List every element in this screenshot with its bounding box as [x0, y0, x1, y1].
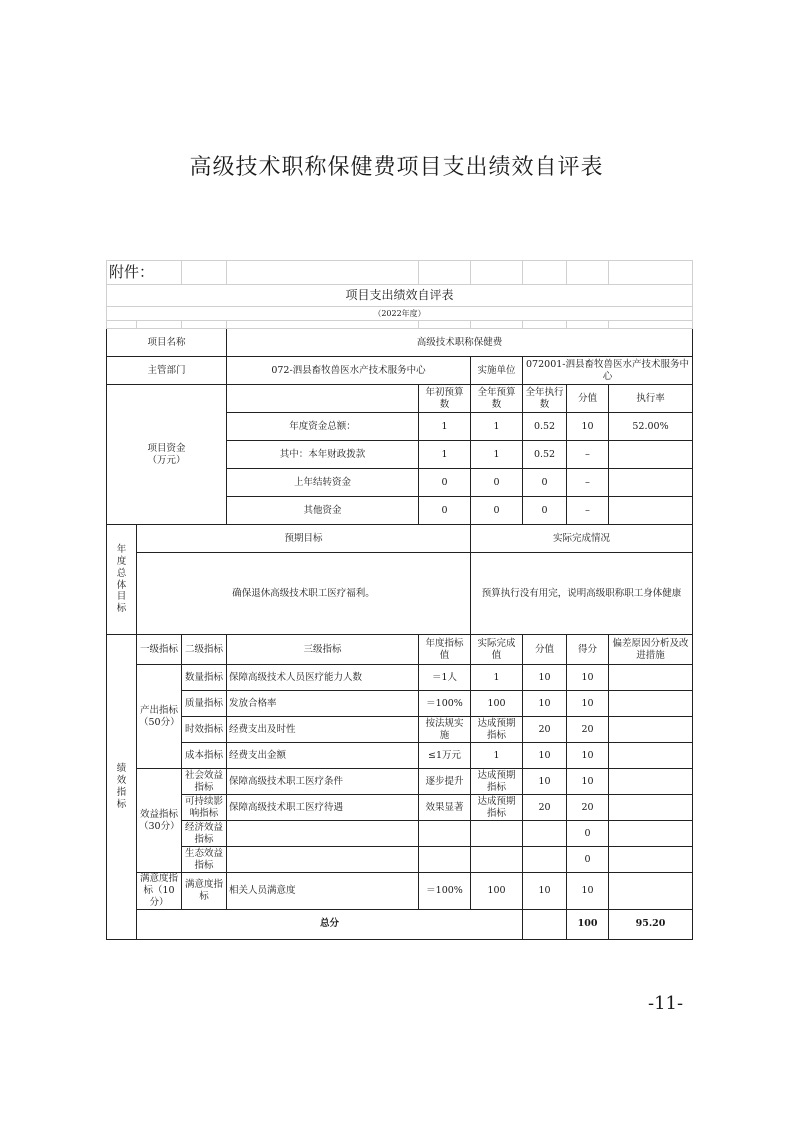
- actual-cell: [471, 847, 523, 873]
- score-cell: 20: [523, 717, 567, 743]
- level2-cell: 成本指标: [182, 743, 227, 769]
- got-cell: 20: [567, 717, 609, 743]
- goals-side-label: 年 度 总 体 目 标: [107, 525, 137, 635]
- got-cell: 20: [567, 795, 609, 821]
- funds-cell: –: [567, 497, 609, 525]
- perf-header: 偏差原因分析及改进措施: [609, 635, 693, 665]
- level3-cell: 保障高级技术职工医疗条件: [227, 769, 419, 795]
- got-cell: 10: [567, 691, 609, 717]
- performance-table: [106, 260, 693, 940]
- page-number: -11-: [648, 993, 684, 1014]
- impl-unit-label: 实施单位: [471, 357, 523, 385]
- got-cell: 10: [567, 769, 609, 795]
- got-cell: 10: [567, 665, 609, 691]
- score-cell: 10: [523, 743, 567, 769]
- funds-cell: 0: [471, 469, 523, 497]
- level3-cell: [227, 821, 419, 847]
- total-label: 总分: [137, 909, 523, 939]
- score-cell: [523, 821, 567, 847]
- funds-cell: 1: [419, 441, 471, 469]
- funds-header: 全年执行数: [523, 385, 567, 413]
- expected-goal-header: 预期目标: [137, 525, 471, 553]
- funds-cell: 0.52: [523, 413, 567, 441]
- score-cell: 10: [523, 691, 567, 717]
- target-cell: ＝1人: [419, 665, 471, 691]
- level2-cell: 社会效益指标: [182, 769, 227, 795]
- score-cell: 20: [523, 795, 567, 821]
- funds-cell: 1: [419, 413, 471, 441]
- target-cell: 效果显著: [419, 795, 471, 821]
- funds-row-label: 上年结转资金: [227, 469, 419, 497]
- score-cell: 10: [523, 769, 567, 795]
- funds-row-label: 年度资金总额：: [227, 413, 419, 441]
- perf-side-label: 绩 效 指 标: [107, 635, 137, 940]
- reason-cell: [609, 847, 693, 873]
- perf-header: 分值: [523, 635, 567, 665]
- perf-header: 年度指标值: [419, 635, 471, 665]
- project-name-value: 高级技术职称保健费: [227, 329, 693, 357]
- total-score: 100: [567, 909, 609, 939]
- reason-cell: [609, 743, 693, 769]
- level3-cell: 发放合格率: [227, 691, 419, 717]
- funds-cell: –: [567, 469, 609, 497]
- attachment-label: 附件：: [107, 261, 182, 285]
- perf-header: 二级指标: [182, 635, 227, 665]
- level3-cell: 经费支出金额: [227, 743, 419, 769]
- target-cell: ＝100%: [419, 691, 471, 717]
- got-cell: 10: [567, 873, 609, 910]
- actual-cell: 达成预期指标: [471, 769, 523, 795]
- perf-header: 一级指标: [137, 635, 182, 665]
- target-cell: 逐步提升: [419, 769, 471, 795]
- funds-cell: 0: [523, 497, 567, 525]
- level2-cell: 经济效益指标: [182, 821, 227, 847]
- target-cell: 按法规实施: [419, 717, 471, 743]
- target-cell: [419, 821, 471, 847]
- actual-result-text: 预算执行没有用完，说明高级职称职工身体健康: [471, 553, 693, 635]
- level3-cell: 保障高级技术职工医疗待遇: [227, 795, 419, 821]
- document-title: 高级技术职称保健费项目支出绩效自评表: [189, 155, 604, 180]
- reason-cell: [609, 873, 693, 910]
- level2-cell: 满意度指标: [182, 873, 227, 910]
- funds-cell: 0: [523, 469, 567, 497]
- actual-cell: [471, 821, 523, 847]
- dept-value: 072-泗县畜牧兽医水产技术服务中心: [227, 357, 471, 385]
- level2-cell: 时效指标: [182, 717, 227, 743]
- reason-cell: [609, 795, 693, 821]
- funds-cell: 0: [471, 497, 523, 525]
- actual-cell: 达成预期指标: [471, 795, 523, 821]
- funds-header: 执行率: [609, 385, 693, 413]
- got-cell: 10: [567, 743, 609, 769]
- reason-cell: [609, 821, 693, 847]
- perf-header: 实际完成值: [471, 635, 523, 665]
- funds-cell: 0: [419, 497, 471, 525]
- funds-row-label: 其中：本年财政拨款: [227, 441, 419, 469]
- funds-header: 全年预算数: [471, 385, 523, 413]
- actual-cell: 1: [471, 743, 523, 769]
- score-cell: 10: [523, 665, 567, 691]
- expected-goal-text: 确保退休高级技术职工医疗福利。: [137, 553, 471, 635]
- total-got: 95.20: [609, 909, 693, 939]
- target-cell: ＝100%: [419, 873, 471, 910]
- actual-cell: 100: [471, 873, 523, 910]
- perf-header: 得分: [567, 635, 609, 665]
- funds-header: 年初预算数: [419, 385, 471, 413]
- level3-cell: 经费支出及时性: [227, 717, 419, 743]
- level2-cell: 可持续影响指标: [182, 795, 227, 821]
- reason-cell: [609, 665, 693, 691]
- dept-label: 主管部门: [107, 357, 227, 385]
- funds-cell: [609, 441, 693, 469]
- perf-group-label: 产出指标 （50分）: [137, 665, 182, 769]
- score-cell: 10: [523, 873, 567, 910]
- funds-header: 分值: [567, 385, 609, 413]
- got-cell: 0: [567, 821, 609, 847]
- perf-group-label: 效益指标 （30分）: [137, 769, 182, 873]
- target-cell: [419, 847, 471, 873]
- funds-cell: 0: [419, 469, 471, 497]
- funds-cell: 1: [471, 441, 523, 469]
- table-title: 项目支出绩效自评表: [107, 285, 693, 307]
- perf-header: 三级指标: [227, 635, 419, 665]
- score-cell: [523, 847, 567, 873]
- perf-group-label: 满意度指 标（10分）: [137, 873, 182, 910]
- reason-cell: [609, 717, 693, 743]
- actual-cell: 100: [471, 691, 523, 717]
- funds-cell: [609, 497, 693, 525]
- funds-cell: 52.00%: [609, 413, 693, 441]
- level3-cell: [227, 847, 419, 873]
- level2-cell: 生态效益指标: [182, 847, 227, 873]
- level3-cell: 保障高级技术人员医疗能力人数: [227, 665, 419, 691]
- impl-unit-value: 072001-泗县畜牧兽医水产技术服务中心: [523, 357, 693, 385]
- actual-result-header: 实际完成情况: [471, 525, 693, 553]
- table-year: （2022年度）: [107, 307, 693, 321]
- funds-cell: 0.52: [523, 441, 567, 469]
- funds-cell: 1: [471, 413, 523, 441]
- reason-cell: [609, 769, 693, 795]
- level2-cell: 质量指标: [182, 691, 227, 717]
- reason-cell: [609, 691, 693, 717]
- actual-cell: 达成预期指标: [471, 717, 523, 743]
- funds-cell: 10: [567, 413, 609, 441]
- funds-label: 项目资金 （万元）: [107, 385, 227, 525]
- funds-cell: –: [567, 441, 609, 469]
- level3-cell: 相关人员满意度: [227, 873, 419, 910]
- target-cell: ≤1万元: [419, 743, 471, 769]
- funds-row-label: 其他资金: [227, 497, 419, 525]
- project-name-label: 项目名称: [107, 329, 227, 357]
- got-cell: 0: [567, 847, 609, 873]
- actual-cell: 1: [471, 665, 523, 691]
- funds-cell: [609, 469, 693, 497]
- level2-cell: 数量指标: [182, 665, 227, 691]
